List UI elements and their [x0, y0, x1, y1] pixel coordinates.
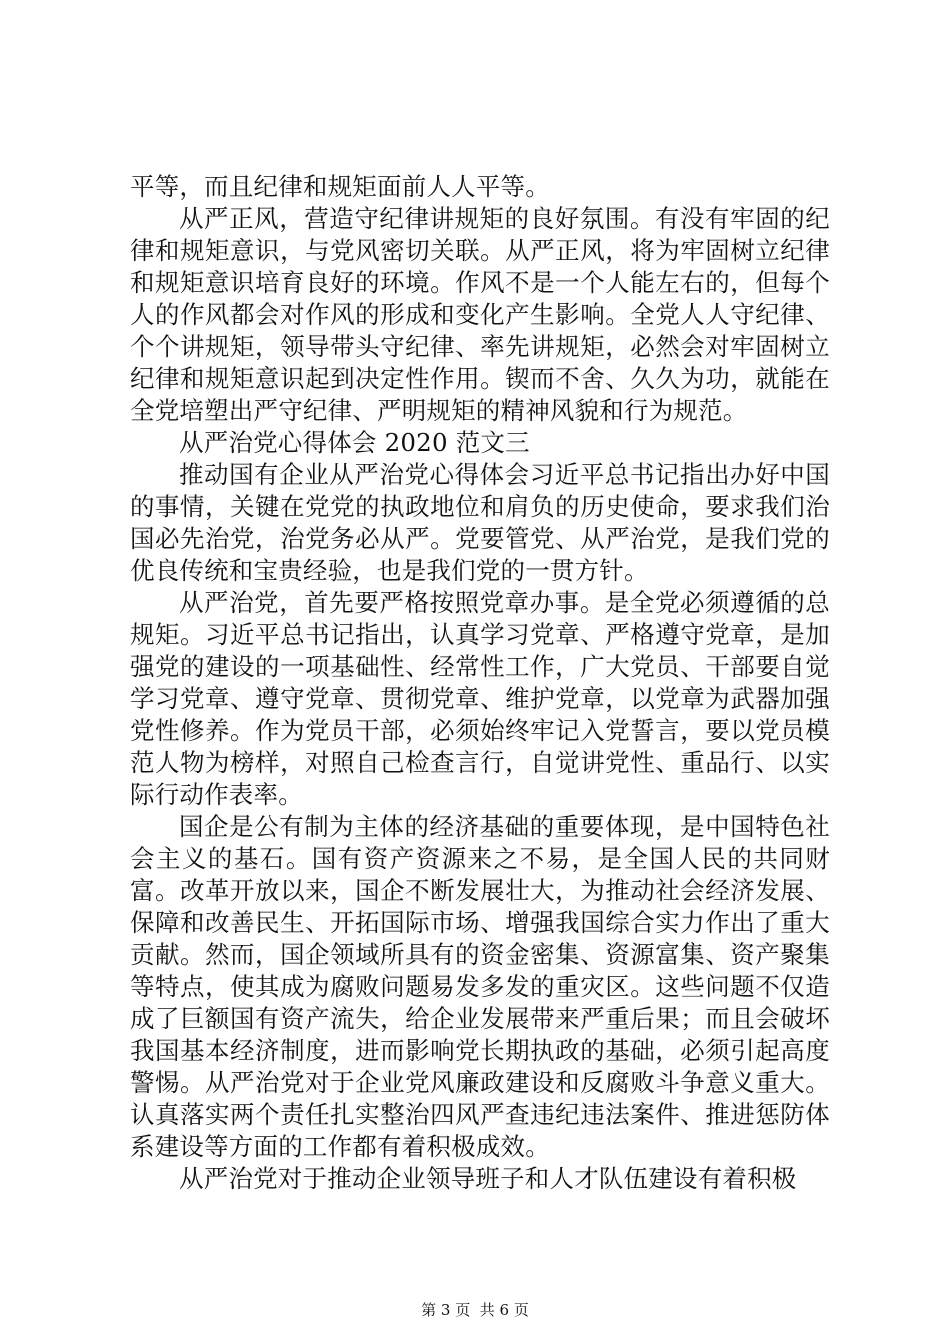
paragraph-5: 国企是公有制为主体的经济基础的重要体现，是中国特色社会主义的基石。国有资产资源来之不易，是全国人民的共同财富。改革开放以来，国企不断发展壮大，为推动社会经济发展、保障和改善民生、开拓国际市场、增强我国综合实力作出了重大贡献。然而，国企领域所具有的资金密集、资源富集、资产聚集等特点，使其成为腐败问题易发多发的重灾区。这些问题不仅造成了巨额国有资产流失，给企业发展带来严重后果；而且会破坏我国基本经济制度，进而影响党长期执政的基础，必须引起高度警惕。从严治党对于企业党风廉政建设和反腐败斗争意义重大。认真落实两个责任扎实整治四风严查违纪违法案件、推进惩防体系建设等方面的工作都有着积极成效。: [130, 812, 830, 1161]
document-body: [130, 171, 830, 1195]
paragraph-2: 从严正风，营造守纪律讲规矩的良好氛围。有没有牢固的纪律和规矩意识，与党风密切关联。从严正风，将为牢固树立纪律和规矩意识培育良好的环境。作风不是一个人能左右的，但每个人的作风都会对作风的形成和变化产生影响。全党人人守纪律、个个讲规矩，领导带头守纪律、率先讲规矩，必然会对牢固树立纪律和规矩意识起到决定性作用。锲而不舍、久久为功，就能在全党培塑出严守纪律、严明规矩的精神风貌和行为规范。: [130, 204, 830, 425]
paragraph-1: 平等，而且纪律和规矩面前人人平等。: [130, 172, 550, 201]
paragraph-3: 推动国有企业从严治党心得体会习近平总书记指出办好中国的事情，关键在党党的执政地位和肩负的历史使命，要求我们治国必先治党，治党务必从严。党要管党、从严治党，是我们党的优良传统和宝贵经验，也是我们党的一贯方针。: [130, 460, 830, 585]
page-number-footer: 第 3 页 共 6 页: [421, 1301, 529, 1319]
paragraph-4: 从严治党，首先要严格按照党章办事。是全党必须遵循的总规矩。习近平总书记指出，认真学习党章、严格遵守党章，是加强党的建设的一项基础性、经常性工作，广大党员、干部要自觉学习党章、遵守党章、贯彻党章、维护党章，以党章为武器加强党性修养。作为党员干部，必须始终牢记入党誓言，要以党员模范人物为榜样，对照自己检查言行，自觉讲党性、重品行、以实际行动作表率。: [130, 588, 830, 809]
section-heading: 从严治党心得体会 2020 范文三: [179, 428, 530, 457]
paragraph-6: 从严治党对于推动企业领导班子和人才队伍建设有着积极: [179, 1164, 797, 1193]
